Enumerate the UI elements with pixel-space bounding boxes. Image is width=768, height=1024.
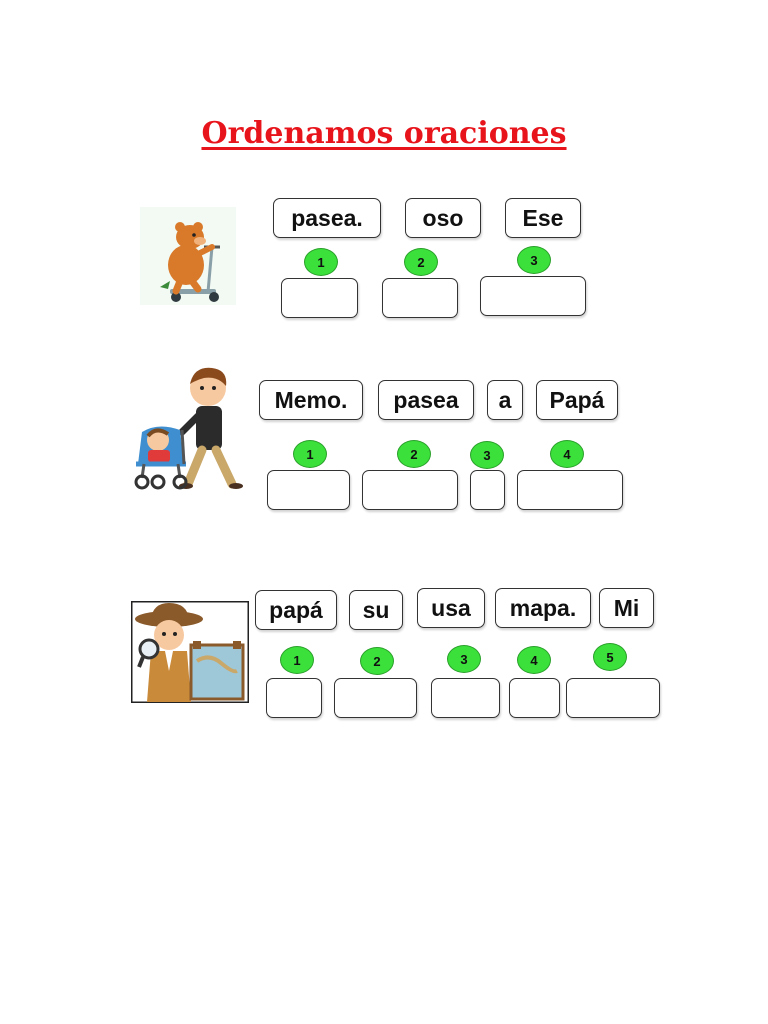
order-number-badge: 2 [360, 647, 394, 675]
order-number-badge: 1 [280, 646, 314, 674]
word-tile[interactable]: mapa. [495, 588, 591, 628]
word-tile[interactable]: pasea [378, 380, 474, 420]
order-number-badge: 5 [593, 643, 627, 671]
bear-scooter-image [140, 207, 236, 305]
explorer-map-image [131, 601, 249, 703]
order-number-badge: 3 [470, 441, 504, 469]
answer-box[interactable] [509, 678, 560, 718]
answer-box[interactable] [382, 278, 458, 318]
answer-box[interactable] [480, 276, 586, 316]
order-number-badge: 2 [397, 440, 431, 468]
word-tile[interactable]: oso [405, 198, 481, 238]
answer-box[interactable] [267, 470, 350, 510]
order-number-badge: 3 [447, 645, 481, 673]
word-tile[interactable]: Ese [505, 198, 581, 238]
word-tile[interactable]: Memo. [259, 380, 363, 420]
order-number-badge: 2 [404, 248, 438, 276]
word-tile[interactable]: pasea. [273, 198, 381, 238]
order-number-badge: 4 [550, 440, 584, 468]
answer-box[interactable] [362, 470, 458, 510]
word-tile[interactable]: Papá [536, 380, 618, 420]
answer-box[interactable] [517, 470, 623, 510]
word-tile[interactable]: usa [417, 588, 485, 628]
worksheet-title: Ordenamos oraciones [201, 116, 567, 151]
dad-stroller-image [128, 366, 246, 494]
word-tile[interactable]: a [487, 380, 523, 420]
answer-box[interactable] [334, 678, 417, 718]
answer-box[interactable] [281, 278, 358, 318]
answer-box[interactable] [266, 678, 322, 718]
answer-box[interactable] [431, 678, 500, 718]
order-number-badge: 4 [517, 646, 551, 674]
word-tile[interactable]: su [349, 590, 403, 630]
answer-box[interactable] [470, 470, 505, 510]
order-number-badge: 1 [304, 248, 338, 276]
answer-box[interactable] [566, 678, 660, 718]
order-number-badge: 3 [517, 246, 551, 274]
order-number-badge: 1 [293, 440, 327, 468]
word-tile[interactable]: Mi [599, 588, 654, 628]
word-tile[interactable]: papá [255, 590, 337, 630]
